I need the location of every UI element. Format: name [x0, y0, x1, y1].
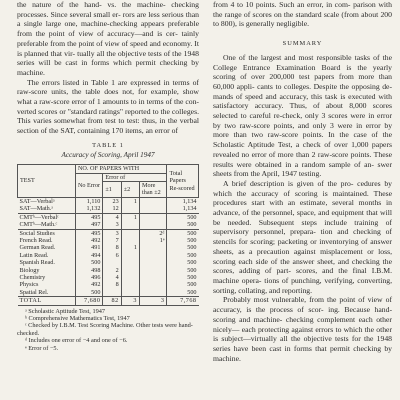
cell-no-error: 492	[75, 281, 102, 288]
col-header-pm1: ±1	[103, 182, 121, 198]
text-line: tainly preferable from the point of view of	[17, 29, 199, 48]
cell-error-more: 1ᵉ	[140, 237, 167, 244]
text-line: A brief description is given of the pro-	[223, 178, 354, 188]
text-line: to the colleges. This varies somewhat from	[17, 106, 199, 126]
text-line: series will be cast in forms which permit	[17, 58, 156, 68]
summary-heading: SUMMARY	[282, 40, 323, 48]
cell-error-1: 8	[103, 281, 121, 288]
text-line: will be needed. Subsequent steps include	[213, 208, 392, 227]
text-line: tion and checking of stencils for scoring;	[213, 227, 392, 247]
text-line: error of 1 amounts to in terms of the con-	[71, 97, 199, 107]
cell-no-error: 496	[75, 274, 102, 281]
text-line: rors are less serious than a single large one,	[17, 9, 199, 29]
col-header-total: Total Papers Re-scored	[167, 165, 199, 198]
cell-total: 500	[187, 236, 197, 244]
table-row	[18, 244, 199, 251]
text-line: mands of speed and accuracy, this task is	[213, 91, 346, 101]
cell-total: 500	[187, 266, 197, 274]
text-line: executed with satisfactory accuracy. Thus,	[213, 91, 392, 111]
text-line: by more than two raw-score points. In the	[213, 120, 393, 140]
cell-error-2: 1	[121, 244, 139, 251]
text-line: more than 2 raw-score points. These results	[213, 149, 393, 169]
left-para-2	[17, 78, 199, 136]
cell-error-more	[140, 221, 167, 229]
text-line: raw-score points, and only 3 were in error	[239, 120, 381, 130]
col-header-pm2: ±2	[121, 182, 139, 198]
text-line: test papers from more than 60,000 appli-	[213, 72, 392, 91]
cell-no-error: 7,680	[75, 297, 102, 305]
cell-test: SAT—Verbalᵃ	[18, 197, 76, 205]
cell-total: 500	[187, 229, 197, 237]
cell-total: 500	[187, 251, 197, 259]
cell-total: 500	[167, 221, 199, 229]
cell-error-1: 4	[103, 274, 121, 281]
text-line: Board is the yearly scoring of over 200,000	[213, 62, 392, 82]
text-line: machine-checking appears preferable from	[17, 19, 199, 39]
cell-total: 500	[187, 213, 197, 221]
cell-error-2	[121, 267, 139, 274]
text-line: tions of punching, verifying, converting,	[264, 275, 393, 285]
cell-error-1: 3	[103, 221, 121, 229]
cell-error-2	[121, 229, 139, 237]
footnote: ᵃ Scholastic Aptitude Test, 1947	[25, 307, 106, 315]
text-line: standard scale (from about 200 to 800), is	[213, 9, 392, 29]
table-row	[18, 213, 199, 221]
cell-error-2	[121, 237, 139, 244]
cell-no-error: 495	[75, 213, 102, 221]
cell-error-more	[140, 205, 167, 213]
cell-error-more	[140, 213, 167, 221]
cell-test: German Read.	[18, 244, 76, 251]
text-line: One of the largest and most responsible	[223, 52, 352, 62]
cell-no-error: 500	[75, 259, 102, 266]
cell-error-1: 82	[103, 297, 121, 305]
left-column	[17, 0, 199, 352]
cell-total: 1,134	[182, 197, 197, 205]
cell-no-error: 500	[75, 289, 102, 297]
cell-total: 500	[187, 288, 197, 296]
table-row	[18, 274, 199, 281]
cell-test: CMTᵇ—Math.ᶜ	[18, 221, 76, 229]
cell-error-1: 8	[103, 244, 121, 251]
text-line: verted scores or "standard ratings" reported	[17, 106, 151, 116]
cell-error-1: 4	[103, 213, 121, 221]
col-header-more: More than ±2	[140, 182, 167, 198]
table-row	[18, 237, 199, 244]
table-row	[18, 197, 199, 205]
cell-total: 7,768	[167, 297, 199, 305]
table-row	[18, 221, 199, 229]
cell-error-more	[140, 197, 167, 205]
text-line: sorting, collating, and reporting.	[213, 285, 313, 295]
cell-error-more	[140, 274, 167, 281]
text-line: each protecting against errors to which the	[241, 324, 375, 334]
text-line: parison with the range of scores on the	[213, 0, 392, 19]
cell-test: Spatial Rel.	[18, 289, 76, 297]
cell-test: CMTᵇ—Verbalᶜ	[18, 213, 76, 221]
cell-total: 1,134	[167, 205, 199, 213]
cell-error-more	[140, 252, 167, 259]
cell-total: 500	[187, 281, 197, 289]
cell-total: 500	[187, 244, 197, 252]
text-line: training of supervisory personnel, prepara-	[213, 217, 392, 237]
cell-test: SAT—Math.ᵃ	[18, 205, 76, 213]
footnote: ᵉ Error of −5.	[25, 344, 59, 352]
text-line: of about 8,000 scores selected to careful	[213, 101, 392, 121]
table-row	[18, 267, 199, 274]
table-caption: Accuracy of Scoring, April 1947	[61, 150, 155, 159]
text-line: of view of accuracy, is the process of scor-	[213, 295, 393, 315]
text-line: re-check, only 3 scores were in error by two	[213, 111, 392, 130]
footnote: ᶜ Checked by I.B.M. Test Scoring Machine. Other tests were hand-checked.	[17, 322, 193, 337]
cell-error-more	[140, 267, 167, 274]
scoring-accuracy-table	[17, 164, 199, 305]
cell-no-error: 494	[75, 252, 102, 259]
cell-test: Latin Read.	[18, 252, 76, 259]
cell-error-2	[121, 289, 139, 297]
text-line: packeting or inventorying of answer sheets,	[213, 237, 392, 256]
text-line: checking by machine.	[17, 58, 199, 77]
text-line: checking complement each other nicely—	[213, 314, 392, 334]
footnote: ᵇ Comprehensive Mathematics Test, 1947	[25, 314, 130, 322]
summary-para-1	[213, 53, 392, 179]
table-row	[18, 205, 199, 213]
text-line: cants to colleges. Despite the opposing de-	[257, 81, 393, 91]
text-line: loss, scoring each side of the answer sheet,	[213, 246, 392, 266]
cell-error-1	[103, 259, 121, 266]
cell-no-error: 492	[75, 237, 102, 244]
cell-error-1: 2	[103, 267, 121, 274]
text-line: the nature of the hand- vs. the machine-	[17, 0, 166, 9]
text-line: tasks of the College Entrance Examination	[213, 52, 393, 72]
col-header-papers: NO. OF PAPERS WITH	[75, 165, 167, 173]
cell-test: Physics	[18, 281, 76, 288]
cell-no-error: 498	[75, 267, 102, 274]
table-total-row	[18, 297, 199, 305]
cell-error-1: 6	[103, 252, 121, 259]
text-line: from 4 to 10 points. Such an error, in com-	[213, 0, 351, 9]
cell-error-2	[121, 221, 139, 229]
cell-total: 500	[187, 273, 197, 281]
text-line: were obtained in a random sample of an-	[236, 159, 374, 169]
summary-para-2	[213, 179, 392, 295]
text-line: of over 1,000 papers revealed no error of	[213, 140, 392, 159]
cell-no-error: 491	[75, 244, 102, 251]
cell-error-more: 2ᵈ	[140, 229, 167, 237]
cell-error-more	[140, 259, 167, 266]
text-line: the point of view of accuracy—and is cer-	[35, 29, 178, 39]
cell-test: French Read.	[18, 237, 76, 244]
text-line: in terms of raw-score units, the table does	[17, 77, 199, 97]
table-label: TABLE 1	[92, 141, 124, 149]
cell-error-1	[103, 289, 121, 297]
text-line: generally negligible.	[245, 19, 310, 29]
cell-error-more: 3	[140, 297, 167, 305]
text-line: Probably most vulnerable, from the point	[223, 295, 356, 305]
table-row	[18, 281, 199, 288]
cell-total: 500	[187, 259, 197, 267]
col-header-error-of: Error of	[103, 173, 167, 181]
text-line: other is subject—virtually all the objective	[213, 324, 393, 344]
cell-error-2	[121, 281, 139, 288]
table-footnotes	[17, 308, 199, 352]
text-line: the personnel, space, and equipment that	[251, 208, 378, 218]
cell-error-2: 3	[121, 297, 139, 305]
summary-para-3	[213, 295, 392, 363]
table-row	[18, 289, 199, 297]
text-line: an estimate, several months in advance, of	[213, 198, 392, 218]
text-line: speed and economy. It is planned that vir-	[17, 38, 200, 58]
text-line: case of the Scholastic Aptitude Test, a check	[213, 130, 392, 150]
col-header-test: TEST	[18, 165, 76, 198]
left-para-1	[17, 0, 199, 78]
right-column	[213, 0, 392, 363]
text-line: is maintained. These procedures start with	[213, 188, 393, 208]
text-line: the SAT, containing 170 items, an error of	[49, 126, 179, 136]
text-line: scores, and the final I.B.M. machine opera-	[213, 266, 392, 285]
cell-test: TOTAL	[18, 297, 76, 305]
text-line: The errors listed in Table 1 are expressed	[27, 77, 161, 87]
cell-error-more	[140, 244, 167, 251]
cell-error-2	[121, 259, 139, 266]
text-line: test to test: thus, in the verbal section of	[17, 116, 199, 136]
cell-error-1: 7	[103, 237, 121, 244]
right-para-top	[213, 0, 392, 29]
text-line: and checking the scores, adding of part-	[213, 256, 392, 276]
cell-test: Chemistry	[18, 274, 76, 281]
cell-error-more	[140, 281, 167, 288]
cell-error-1: 23	[103, 197, 121, 205]
col-header-no-error: No Error	[75, 173, 102, 197]
cell-error-2: 1	[121, 213, 139, 221]
cell-error-1: 12	[103, 205, 121, 213]
cell-no-error: 1,132	[75, 205, 102, 213]
cell-test: Biology	[18, 267, 76, 274]
cell-error-2	[121, 274, 139, 281]
text-line: tests for the 1948 series have been cast in	[213, 334, 393, 353]
cell-no-error: 495	[75, 229, 102, 237]
text-line: forms that permit checking by machine.	[213, 343, 393, 363]
cell-error-2	[121, 205, 139, 213]
text-line: tually all the objective tests of the 1948	[77, 48, 199, 58]
footnote: ᵈ Includes one error of −4 and one of −6.	[25, 337, 128, 345]
text-line: swer sheets from the April, 1947 testing.	[213, 159, 393, 179]
text-line: ing. Because hand-scoring and machine-	[213, 305, 393, 324]
text-line: not, for example, show what a raw-score	[17, 87, 199, 107]
text-line: cedures by which the accuracy of scoring	[213, 178, 393, 198]
cell-no-error: 1,110	[75, 197, 102, 205]
cell-test: Social Studies	[18, 229, 76, 237]
text-line: checking processes. Since several small er-	[17, 0, 199, 19]
cell-error-2: 1	[121, 197, 139, 205]
cell-error-more	[140, 289, 167, 297]
cell-error-1: 3	[103, 229, 121, 237]
table-row	[18, 252, 199, 259]
cell-test: Spanish Read.	[18, 259, 76, 266]
cell-error-2	[121, 252, 139, 259]
cell-no-error: 497	[75, 221, 102, 229]
table-row	[18, 259, 199, 266]
text-line: as a precaution against misplacement or	[238, 246, 374, 256]
table-row	[18, 229, 199, 237]
